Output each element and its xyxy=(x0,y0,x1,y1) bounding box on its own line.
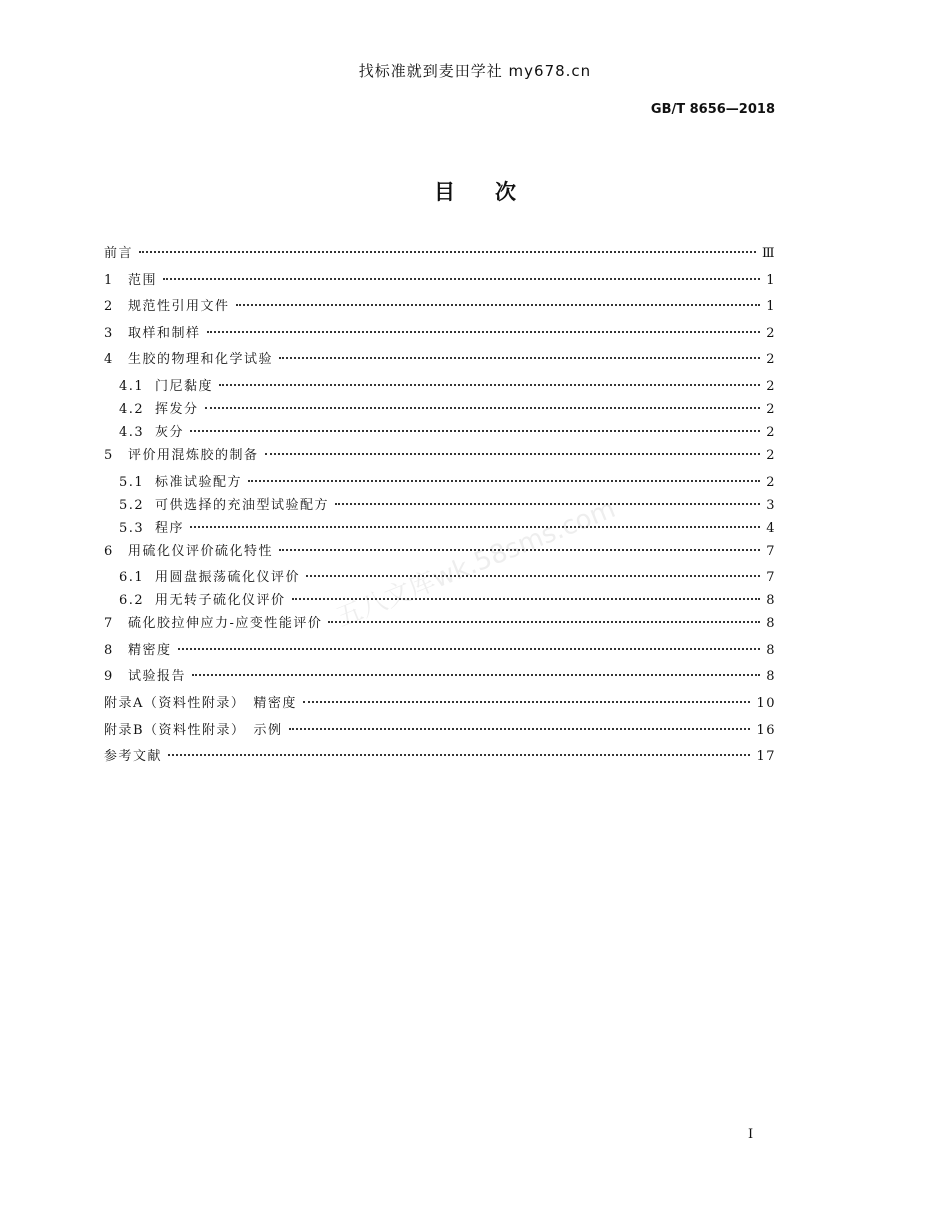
toc-dot-leader xyxy=(163,278,760,280)
toc-entry[interactable] xyxy=(104,616,776,643)
toc-dot-leader xyxy=(303,701,751,703)
toc-dot-leader xyxy=(139,251,756,253)
toc-entry-page: 2 xyxy=(766,352,776,368)
toc-entry-page: 4 xyxy=(766,520,776,536)
toc-dot-leader xyxy=(192,674,760,676)
toc-dot-leader xyxy=(335,503,760,505)
toc-entry-label: 灰分 xyxy=(155,424,185,440)
toc-entry[interactable] xyxy=(104,723,776,750)
toc-entry-number: 5.3 xyxy=(119,520,145,536)
toc-entry-page: 8 xyxy=(766,616,776,632)
toc-dot-leader xyxy=(178,648,760,650)
page-number: I xyxy=(748,1127,754,1142)
toc-entry-number: 5 xyxy=(104,447,114,463)
toc-entry-number: 5.1 xyxy=(119,474,145,490)
toc-entry-label: 附录A（资料性附录） 精密度 xyxy=(104,695,297,711)
toc-entry-number: 4.2 xyxy=(119,401,145,417)
toc-entry[interactable] xyxy=(104,425,776,448)
toc-dot-leader xyxy=(190,430,760,432)
toc-dot-leader xyxy=(168,754,750,756)
toc-entry[interactable] xyxy=(104,352,776,379)
standard-code: GB/T 8656—2018 xyxy=(650,102,775,117)
toc-entry-label: 范围 xyxy=(128,272,158,288)
toc-entry-label: 门尼黏度 xyxy=(155,378,214,394)
toc-entry-number: 6.1 xyxy=(119,570,145,586)
toc-entry[interactable] xyxy=(104,593,776,616)
toc-dot-leader xyxy=(207,331,760,333)
toc-entry-page: 2 xyxy=(766,325,776,341)
toc-entry-page: Ⅲ xyxy=(761,246,776,261)
toc-entry-label: 挥发分 xyxy=(155,401,199,417)
toc-entry-label: 取样和制样 xyxy=(128,325,201,341)
toc-entry[interactable] xyxy=(104,448,776,475)
toc-entry-number: 9 xyxy=(104,669,114,685)
toc-entry-page: 7 xyxy=(766,543,776,559)
toc-entry[interactable] xyxy=(104,475,776,498)
toc-entry[interactable] xyxy=(104,246,776,273)
toc-entry-number: 3 xyxy=(104,325,114,341)
toc-entry-page: 10 xyxy=(756,695,776,711)
toc-entry-label: 可供选择的充油型试验配方 xyxy=(155,497,330,513)
toc-entry[interactable] xyxy=(104,669,776,696)
toc-entry-number: 6 xyxy=(104,543,114,559)
toc-entry-page: 1 xyxy=(766,299,776,315)
toc-entry[interactable] xyxy=(104,521,776,544)
toc-entry-number: 5.2 xyxy=(119,497,145,513)
toc-entry-label: 参考文献 xyxy=(104,749,163,765)
toc-entry-label: 评价用混炼胶的制备 xyxy=(128,447,259,463)
toc-dot-leader xyxy=(265,453,760,455)
toc-entry[interactable] xyxy=(104,498,776,521)
toc-dot-leader xyxy=(190,526,760,528)
toc-dot-leader xyxy=(219,384,760,386)
toc-entry-page: 8 xyxy=(766,642,776,658)
toc-entry-number: 8 xyxy=(104,642,114,658)
toc-entry-number: 1 xyxy=(104,272,114,288)
toc-entry-number: 2 xyxy=(104,299,114,315)
toc-entry[interactable] xyxy=(104,643,776,670)
toc-entry-page: 2 xyxy=(766,378,776,394)
toc-entry-page: 17 xyxy=(756,749,776,765)
toc-entry-page: 8 xyxy=(766,593,776,609)
toc-entry[interactable] xyxy=(104,273,776,300)
toc-entry[interactable] xyxy=(104,379,776,402)
toc-entry-number: 7 xyxy=(104,616,114,632)
site-banner: 找标准就到麦田学社 my678.cn xyxy=(358,62,592,80)
watermark: 五八文库wk.58sms.com xyxy=(332,493,620,634)
toc-entry-number: 4.1 xyxy=(119,378,145,394)
toc-entry-page: 8 xyxy=(766,669,776,685)
toc-entry-label: 精密度 xyxy=(128,642,172,658)
toc-entry-label: 用无转子硫化仪评价 xyxy=(155,593,286,609)
toc-entry-number: 4.3 xyxy=(119,424,145,440)
toc-dot-leader xyxy=(306,575,760,577)
toc-entry-page: 2 xyxy=(766,447,776,463)
toc-entry-label: 标准试验配方 xyxy=(155,474,243,490)
toc-entry-page: 3 xyxy=(766,497,776,513)
toc-entry-page: 1 xyxy=(766,272,776,288)
toc-entry[interactable] xyxy=(104,326,776,353)
toc-dot-leader xyxy=(289,728,751,730)
toc-entry[interactable] xyxy=(104,402,776,425)
toc-entry-number: 4 xyxy=(104,352,114,368)
toc-entry-number: 6.2 xyxy=(119,593,145,609)
toc-entry-label: 用硫化仪评价硫化特性 xyxy=(128,543,274,559)
toc-entry[interactable] xyxy=(104,299,776,326)
toc-entry-label: 硫化胶拉伸应力-应变性能评价 xyxy=(128,616,323,632)
toc-entry[interactable] xyxy=(104,696,776,723)
toc-entry-label: 试验报告 xyxy=(128,669,187,685)
toc-entry-label: 生胶的物理和化学试验 xyxy=(128,352,274,368)
toc-dot-leader xyxy=(279,357,760,359)
toc-entry-label: 程序 xyxy=(155,520,185,536)
table-of-contents xyxy=(104,246,776,776)
toc-entry-page: 2 xyxy=(766,424,776,440)
toc-dot-leader xyxy=(328,621,760,623)
toc-entry-label: 规范性引用文件 xyxy=(128,299,230,315)
toc-entry-label: 附录B（资料性附录） 示例 xyxy=(104,722,283,738)
toc-entry-page: 2 xyxy=(766,474,776,490)
toc-entry-label: 用圆盘振荡硫化仪评价 xyxy=(155,570,301,586)
toc-entry[interactable] xyxy=(104,749,776,776)
toc-dot-leader xyxy=(236,304,760,306)
toc-entry-page: 7 xyxy=(766,570,776,586)
toc-entry-page: 2 xyxy=(766,401,776,417)
page-title: 目次 xyxy=(434,180,556,204)
toc-dot-leader xyxy=(248,480,760,482)
toc-entry-page: 16 xyxy=(756,722,776,738)
toc-entry-label: 前言 xyxy=(104,246,134,261)
toc-dot-leader xyxy=(205,407,760,409)
